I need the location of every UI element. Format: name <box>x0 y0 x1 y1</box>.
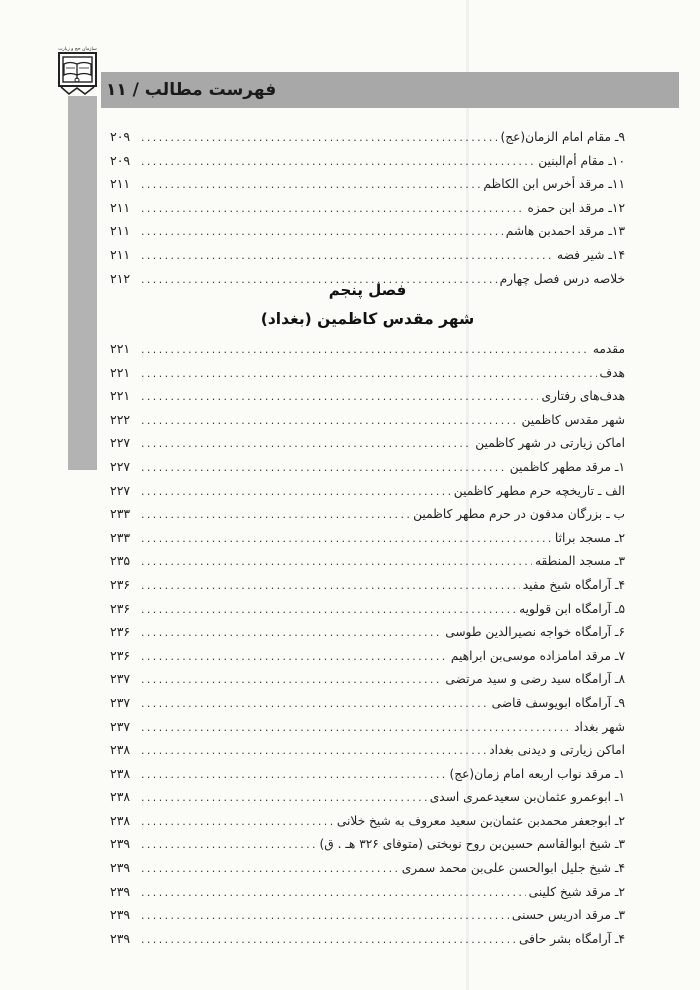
toc-entry-page-number: ۲۱۱ <box>110 176 131 192</box>
dot-leader <box>141 173 480 197</box>
toc-entry-page-number: ۲۱۱ <box>110 199 131 215</box>
toc-entry-title: ۹ـ مقام امام الزمان(عج) <box>500 130 625 144</box>
toc-entry-title: الف ـ تاریخچه حرم مطهر کاظمین <box>453 483 625 498</box>
toc-entry[interactable] <box>110 880 625 904</box>
toc-entry-title: ۱ـ مرقد نواب اربعه امام زمان(عج) <box>449 766 625 781</box>
toc-list-chapter5 <box>110 337 625 950</box>
toc-entry-page-number: ۲۳۹ <box>110 930 131 946</box>
toc-entry[interactable] <box>110 196 625 220</box>
toc-entry[interactable] <box>110 691 625 715</box>
toc-entry[interactable] <box>110 762 625 786</box>
dot-leader <box>141 527 552 551</box>
toc-entry-title: هدف <box>599 365 625 380</box>
toc-entry[interactable] <box>110 526 625 550</box>
dot-leader <box>141 574 520 598</box>
toc-entry-page-number: ۲۲۷ <box>110 482 131 498</box>
toc-entry-page-number: ۲۰۹ <box>110 129 131 144</box>
toc-entry[interactable] <box>110 172 625 196</box>
toc-entry[interactable] <box>110 149 625 173</box>
side-thumb-bar <box>68 96 97 470</box>
toc-entry[interactable] <box>110 219 625 243</box>
toc-entry-title: ۲ـ مسجد براثا <box>554 530 625 545</box>
chapter-label: فصل پنجم <box>328 281 407 299</box>
dot-leader <box>141 739 486 763</box>
toc-entry[interactable] <box>110 549 625 573</box>
toc-entry-page-number: ۲۳۹ <box>110 907 131 923</box>
toc-entry-title: ۴ـ شیخ جلیل ابوالحسن علی‌بن محمد سمری <box>401 861 625 876</box>
toc-entry[interactable] <box>110 361 625 385</box>
dot-leader <box>141 197 524 221</box>
toc-entry-title: ۲ـ مرقد شیخ کلینی <box>528 884 625 899</box>
dot-leader <box>141 833 316 857</box>
toc-entry-title: ۳ـ شیخ ابوالقاسم حسین‌بن روح نوبختی (متوفای ۳۲۶ هـ . ق) <box>319 837 625 852</box>
toc-entry[interactable] <box>110 927 625 951</box>
toc-entry[interactable] <box>110 573 625 597</box>
toc-entry[interactable] <box>110 597 625 621</box>
toc-entry-page-number: ۲۳۹ <box>110 836 131 852</box>
toc-entry-title: ۱۲ـ مرقد ابن حمزه <box>527 200 625 215</box>
toc-entry-title: ۱ـ مرقد مطهر کاظمین <box>509 459 625 474</box>
toc-entry-page-number: ۲۳۸ <box>110 789 131 805</box>
toc-entry-page-number: ۲۳۳ <box>110 529 131 545</box>
dot-leader <box>141 716 571 740</box>
toc-entry-page-number: ۲۳۸ <box>110 812 131 828</box>
toc-entry-title: ۲ـ ابوجعفر محمدبن عثمان‌بن سعید معروف به شیخ خلانی <box>336 813 625 828</box>
logo-text: سازمان حج و زیارت <box>58 47 97 52</box>
dot-leader <box>141 362 597 386</box>
toc-entry-title: هدف‌های رفتاری <box>541 389 625 404</box>
toc-entry-title: ۱۱ـ مرقد أخرس ابن الکاظم <box>483 177 625 192</box>
dot-leader <box>141 904 509 928</box>
toc-entry[interactable] <box>110 337 625 361</box>
dot-leader <box>141 480 451 504</box>
dot-leader <box>141 692 489 716</box>
toc-entry-title: ۶ـ آرامگاه خواجه نصیرالدین طوسی <box>445 625 625 640</box>
toc-entry-page-number: ۲۳۹ <box>110 860 131 876</box>
dot-leader <box>141 763 447 787</box>
dot-leader <box>141 786 427 810</box>
toc-entry[interactable] <box>110 431 625 455</box>
dot-leader <box>141 150 535 174</box>
publisher-logo-icon <box>57 44 98 96</box>
toc-entry[interactable] <box>110 785 625 809</box>
toc-entry[interactable] <box>110 384 625 408</box>
dot-leader <box>141 621 442 645</box>
toc-entry-page-number: ۲۳۸ <box>110 765 131 781</box>
toc-entry-page-number: ۲۱۱ <box>110 246 131 262</box>
dot-leader <box>141 220 503 244</box>
chapter-title: شهر مقدس کاظمین (بغداد) <box>260 310 475 328</box>
toc-entry-page-number: ۲۳۶ <box>110 576 131 592</box>
toc-entry[interactable] <box>110 667 625 691</box>
dot-leader <box>141 244 554 268</box>
toc-entry[interactable] <box>110 715 625 739</box>
dot-leader <box>141 503 410 527</box>
toc-entry[interactable] <box>110 243 625 267</box>
toc-entry[interactable] <box>110 455 625 479</box>
toc-entry-page-number: ۲۳۵ <box>110 553 131 569</box>
toc-entry-title: شهر مقدس کاظمین <box>521 412 625 427</box>
toc-entry-page-number: ۲۳۷ <box>110 694 131 710</box>
toc-entry-title: اماکن زیارتی و دیدنی بغداد <box>489 743 625 758</box>
toc-entry-page-number: ۲۲۱ <box>110 341 131 356</box>
toc-entry[interactable] <box>110 856 625 880</box>
toc-entry-title: ۱۴ـ شیر فضه <box>557 247 625 262</box>
toc-entry-page-number: ۲۳۸ <box>110 742 131 758</box>
dot-leader <box>141 385 538 409</box>
dot-leader <box>141 645 448 669</box>
toc-entry[interactable] <box>110 809 625 833</box>
toc-entry-page-number: ۲۳۹ <box>110 883 131 899</box>
toc-entry-title: ۳ـ مرقد ادریس حسنی <box>511 908 625 923</box>
toc-entry[interactable] <box>110 903 625 927</box>
toc-entry[interactable] <box>110 644 625 668</box>
toc-entry-page-number: ۲۳۶ <box>110 624 131 640</box>
toc-entry-title: ۴ـ آرامگاه شیخ مفید <box>522 577 625 592</box>
toc-entry-page-number: ۲۲۱ <box>110 388 131 404</box>
dot-leader <box>141 432 472 456</box>
toc-entry[interactable] <box>110 620 625 644</box>
toc-list-chapter4 <box>110 125 625 290</box>
toc-entry-title: خلاصه درس فصل چهارم <box>499 271 625 286</box>
toc-entry-page-number: ۲۲۲ <box>110 411 131 427</box>
dot-leader <box>141 126 497 150</box>
dot-leader <box>141 598 516 622</box>
toc-entry-page-number: ۲۳۶ <box>110 647 131 663</box>
toc-entry-title: ۵ـ آرامگاه ابن قولویه <box>519 601 625 616</box>
toc-entry[interactable] <box>110 408 625 432</box>
dot-leader <box>141 409 519 433</box>
dot-leader <box>141 857 399 881</box>
toc-entry-title: اماکن زیارتی در شهر کاظمین <box>475 436 625 451</box>
toc-entry[interactable] <box>110 502 625 526</box>
toc-entry-title: ۳ـ مسجد المنطقه <box>534 554 625 569</box>
toc-entry-page-number: ۲۱۱ <box>110 223 131 239</box>
dot-leader <box>141 881 526 905</box>
toc-entry[interactable] <box>110 125 625 149</box>
toc-entry-page-number: ۲۳۳ <box>110 506 131 522</box>
toc-entry-title: مقدمه <box>592 342 625 356</box>
toc-entry-page-number: ۲۲۷ <box>110 458 131 474</box>
toc-entry-title: ۹ـ آرامگاه ابویوسف قاضی <box>491 695 625 710</box>
toc-entry-title: ۱۰ـ مقام أم‌البنین <box>538 153 625 168</box>
toc-entry-title: ۱ـ ابوعمرو عثمان‌بن سعیدعمری اسدی <box>429 790 625 805</box>
toc-entry-page-number: ۲۳۷ <box>110 671 131 687</box>
dot-leader <box>141 810 334 834</box>
dot-leader <box>141 550 532 574</box>
toc-entry-page-number: ۲۳۷ <box>110 718 131 734</box>
toc-entry-title: شهر بغداد <box>574 719 625 734</box>
toc-entry-page-number: ۲۰۹ <box>110 152 131 168</box>
toc-entry-title: ۸ـ آرامگاه سید رضی و سید مرتضی <box>445 672 625 687</box>
toc-entry-title: ۱۳ـ مرقد احمدبن هاشم <box>505 224 625 239</box>
toc-entry[interactable] <box>110 738 625 762</box>
toc-entry-title: ۷ـ مرقد امامزاده موسی‌بن ابراهیم <box>450 648 625 663</box>
dot-leader <box>141 456 507 480</box>
toc-entry-page-number: ۲۱۲ <box>110 270 131 286</box>
toc-entry-page-number: ۲۲۷ <box>110 435 131 451</box>
running-header-title: فهرست مطالب / ۱۱ <box>106 80 277 100</box>
toc-entry[interactable] <box>110 832 625 856</box>
toc-entry[interactable] <box>110 479 625 503</box>
toc-entry-title: ب ـ بزرگان مدفون در حرم مطهر کاظمین <box>413 507 625 522</box>
toc-entry-page-number: ۲۳۶ <box>110 600 131 616</box>
dot-leader <box>141 338 590 362</box>
dot-leader <box>141 668 442 692</box>
toc-entry-page-number: ۲۲۱ <box>110 364 131 380</box>
dot-leader <box>141 928 516 952</box>
toc-entry-title: ۴ـ آرامگاه بشر حافی <box>519 931 625 946</box>
